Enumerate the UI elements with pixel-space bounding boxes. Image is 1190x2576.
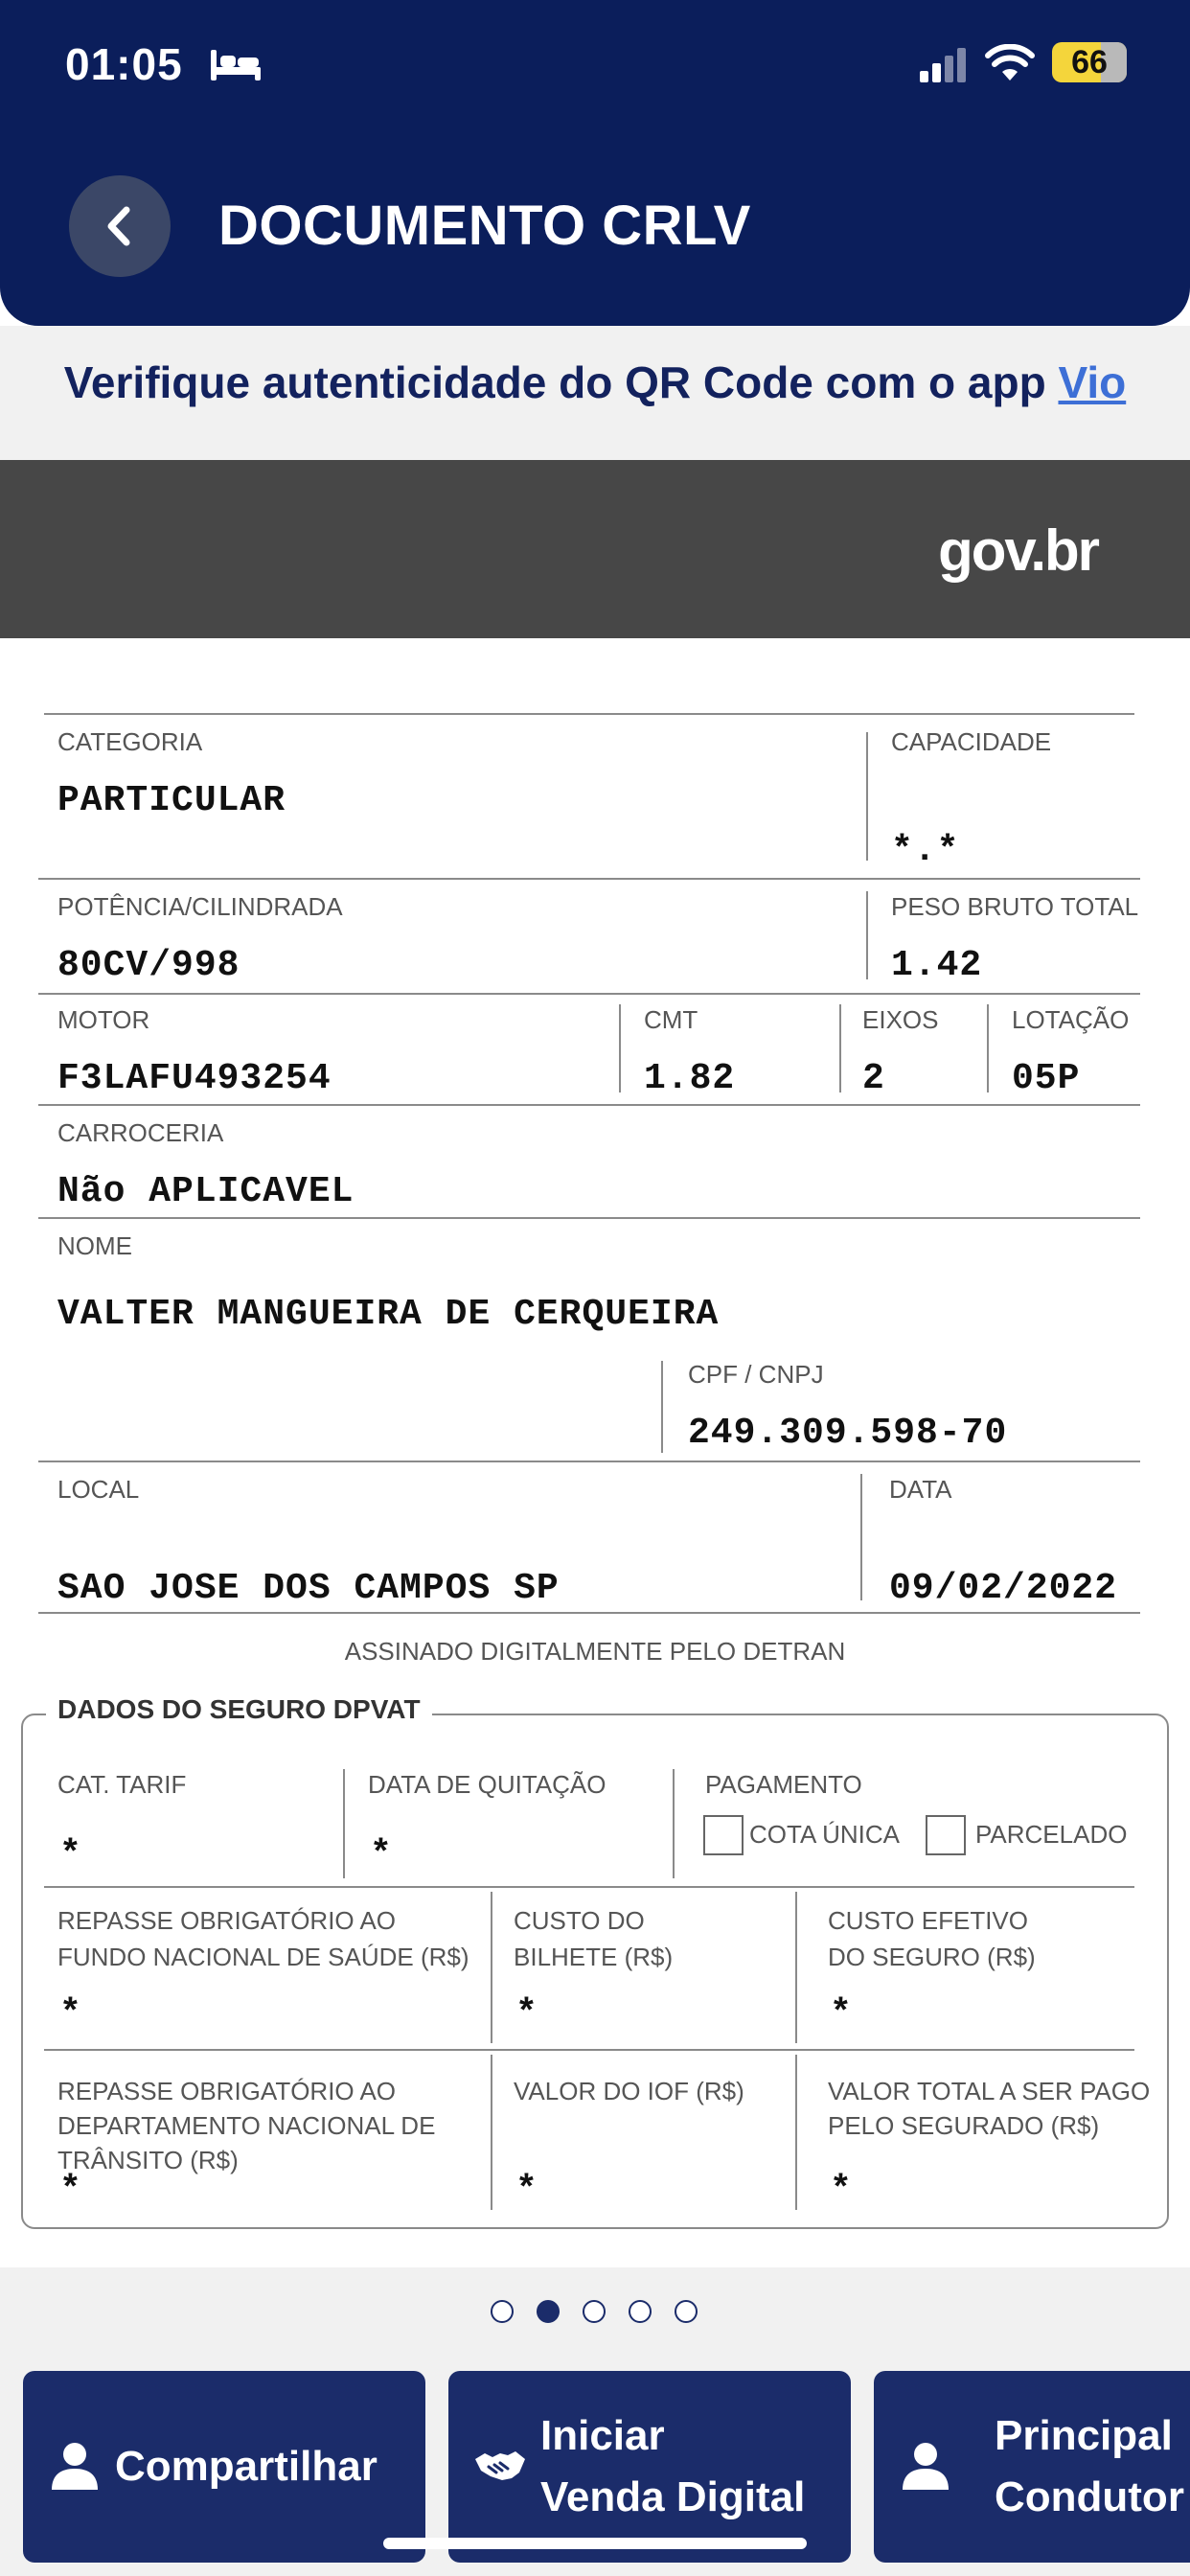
divider	[38, 1104, 1140, 1106]
custo-bilhete-label-1: CUSTO DO	[514, 1906, 645, 1935]
cpf-label: CPF / CNPJ	[688, 1360, 824, 1389]
cellular-signal-icon	[920, 48, 968, 82]
data-value: 09/02/2022	[889, 1568, 1118, 1609]
carroceria-label: CARROCERIA	[57, 1118, 224, 1147]
peso-value: 1.42	[891, 945, 983, 986]
divider	[839, 1004, 841, 1092]
capacidade-label: CAPACIDADE	[891, 727, 1052, 756]
parcelado-checkbox[interactable]	[926, 1815, 966, 1855]
divider	[38, 1612, 1140, 1614]
valor-iof-value: *	[515, 2170, 538, 2211]
repasse-dnt-label-2: DEPARTAMENTO NACIONAL DE	[57, 2111, 436, 2140]
nome-value: VALTER MANGUEIRA DE CERQUEIRA	[57, 1294, 720, 1335]
pagination-dot-1[interactable]	[491, 2300, 514, 2323]
divider	[795, 2055, 797, 2210]
main-driver-label-2: Condutor	[995, 2473, 1184, 2520]
cat-tarif-label: CAT. TARIF	[57, 1770, 187, 1799]
carroceria-value: Não APLICAVEL	[57, 1171, 355, 1212]
user-icon	[48, 2438, 102, 2492]
divider	[38, 993, 1140, 995]
divider	[661, 1361, 663, 1453]
status-time: 01:05	[65, 39, 183, 89]
cpf-value: 249.309.598-70	[688, 1413, 1008, 1454]
divider	[44, 713, 1134, 715]
custo-efetivo-label-2: DO SEGURO (R$)	[828, 1943, 1036, 1971]
divider	[491, 1892, 492, 2043]
pagination-dot-4[interactable]	[629, 2300, 652, 2323]
custo-bilhete-label-2: BILHETE (R$)	[514, 1943, 674, 1971]
cota-unica-checkbox[interactable]	[703, 1815, 744, 1855]
qr-verify-banner	[0, 326, 1190, 460]
cmt-label: CMT	[644, 1005, 698, 1034]
divider	[343, 1769, 345, 1878]
valor-total-value: *	[830, 2170, 853, 2211]
handshake-icon	[473, 2438, 527, 2492]
divider	[491, 2055, 492, 2210]
capacidade-value: *.*	[891, 830, 960, 871]
qr-verify-text: Verifique autenticidade do QR Code com o app	[63, 357, 1059, 407]
valor-total-label-1: VALOR TOTAL A SER PAGO	[828, 2077, 1151, 2105]
divider	[44, 1886, 1134, 1888]
divider	[38, 1217, 1140, 1219]
divider	[38, 1460, 1140, 1462]
pagination-dot-5[interactable]	[675, 2300, 698, 2323]
repasse-dnt-label-1: REPASSE OBRIGATÓRIO AO	[57, 2077, 397, 2105]
cmt-value: 1.82	[644, 1058, 736, 1099]
valor-total-label-2: PELO SEGURADO (R$)	[828, 2111, 1100, 2140]
divider	[860, 1474, 862, 1600]
divider	[38, 878, 1140, 880]
gov-br-logo: gov.br	[938, 518, 1098, 583]
repasse-fns-value: *	[59, 1993, 82, 2035]
app-header	[0, 0, 1190, 326]
divider	[673, 1769, 675, 1878]
share-label: Compartilhar	[115, 2443, 378, 2490]
vio-app-link[interactable]: Vio	[1058, 357, 1127, 407]
divider	[987, 1004, 989, 1092]
home-indicator[interactable]	[383, 2538, 807, 2549]
main-driver-label-1: Principal	[995, 2412, 1173, 2459]
motor-label: MOTOR	[57, 1005, 150, 1034]
repasse-fns-label-2: FUNDO NACIONAL DE SAÚDE (R$)	[57, 1943, 469, 1971]
main-driver-button[interactable]	[874, 2371, 1190, 2563]
chevron-left-icon	[69, 175, 171, 277]
repasse-dnt-value: *	[59, 2170, 82, 2211]
cat-tarif-value: *	[59, 1834, 82, 1875]
custo-bilhete-value: *	[515, 1993, 538, 2035]
start-digital-sale-button[interactable]	[448, 2371, 851, 2563]
pagination-dot-3[interactable]	[583, 2300, 606, 2323]
dpvat-title: DADOS DO SEGURO DPVAT	[46, 1694, 432, 1725]
start-sale-label-2: Venda Digital	[540, 2473, 806, 2520]
divider	[866, 891, 868, 979]
signed-notice: ASSINADO DIGITALMENTE PELO DETRAN	[344, 1637, 846, 1666]
data-quitacao-value: *	[370, 1834, 393, 1875]
pagination-dot-2[interactable]	[537, 2300, 560, 2323]
battery-level: 66	[1071, 44, 1108, 80]
divider	[795, 1892, 797, 2043]
share-button[interactable]	[23, 2371, 425, 2563]
sleep-mode-icon	[209, 46, 263, 82]
start-sale-label-1: Iniciar	[540, 2412, 665, 2459]
gov-banner	[0, 460, 1190, 638]
custo-efetivo-label-1: CUSTO EFETIVO	[828, 1906, 1028, 1935]
wifi-icon	[985, 44, 1035, 82]
local-label: LOCAL	[57, 1475, 140, 1504]
page-title: DOCUMENTO CRLV	[218, 195, 751, 257]
pagamento-label: PAGAMENTO	[705, 1770, 862, 1799]
categoria-value: PARTICULAR	[57, 780, 286, 821]
repasse-fns-label-1: REPASSE OBRIGATÓRIO AO	[57, 1906, 397, 1935]
potencia-value: 80CV/998	[57, 945, 240, 986]
nome-label: NOME	[57, 1231, 132, 1260]
eixos-label: EIXOS	[862, 1005, 939, 1034]
eixos-value: 2	[862, 1058, 885, 1099]
valor-iof-label: VALOR DO IOF (R$)	[514, 2077, 744, 2105]
local-value: SAO JOSE DOS CAMPOS SP	[57, 1568, 560, 1609]
divider	[44, 2049, 1134, 2051]
data-label: DATA	[889, 1475, 952, 1504]
cota-unica-label: COTA ÚNICA	[749, 1820, 900, 1849]
repasse-dnt-label-3: TRÂNSITO (R$)	[57, 2146, 239, 2174]
divider	[866, 732, 868, 861]
parcelado-label: PARCELADO	[975, 1820, 1128, 1849]
battery-indicator	[1052, 42, 1127, 82]
user-icon	[899, 2438, 952, 2492]
peso-label: PESO BRUTO TOTAL	[891, 892, 1139, 921]
categoria-label: CATEGORIA	[57, 727, 203, 756]
data-quitacao-label: DATA DE QUITAÇÃO	[368, 1770, 606, 1799]
motor-value: F3LAFU493254	[57, 1058, 332, 1099]
custo-efetivo-value: *	[830, 1993, 853, 2035]
lotacao-value: 05P	[1012, 1058, 1081, 1099]
potencia-label: POTÊNCIA/CILINDRADA	[57, 892, 343, 921]
back-button[interactable]	[69, 175, 171, 277]
lotacao-label: LOTAÇÃO	[1012, 1005, 1130, 1034]
divider	[619, 1004, 621, 1092]
